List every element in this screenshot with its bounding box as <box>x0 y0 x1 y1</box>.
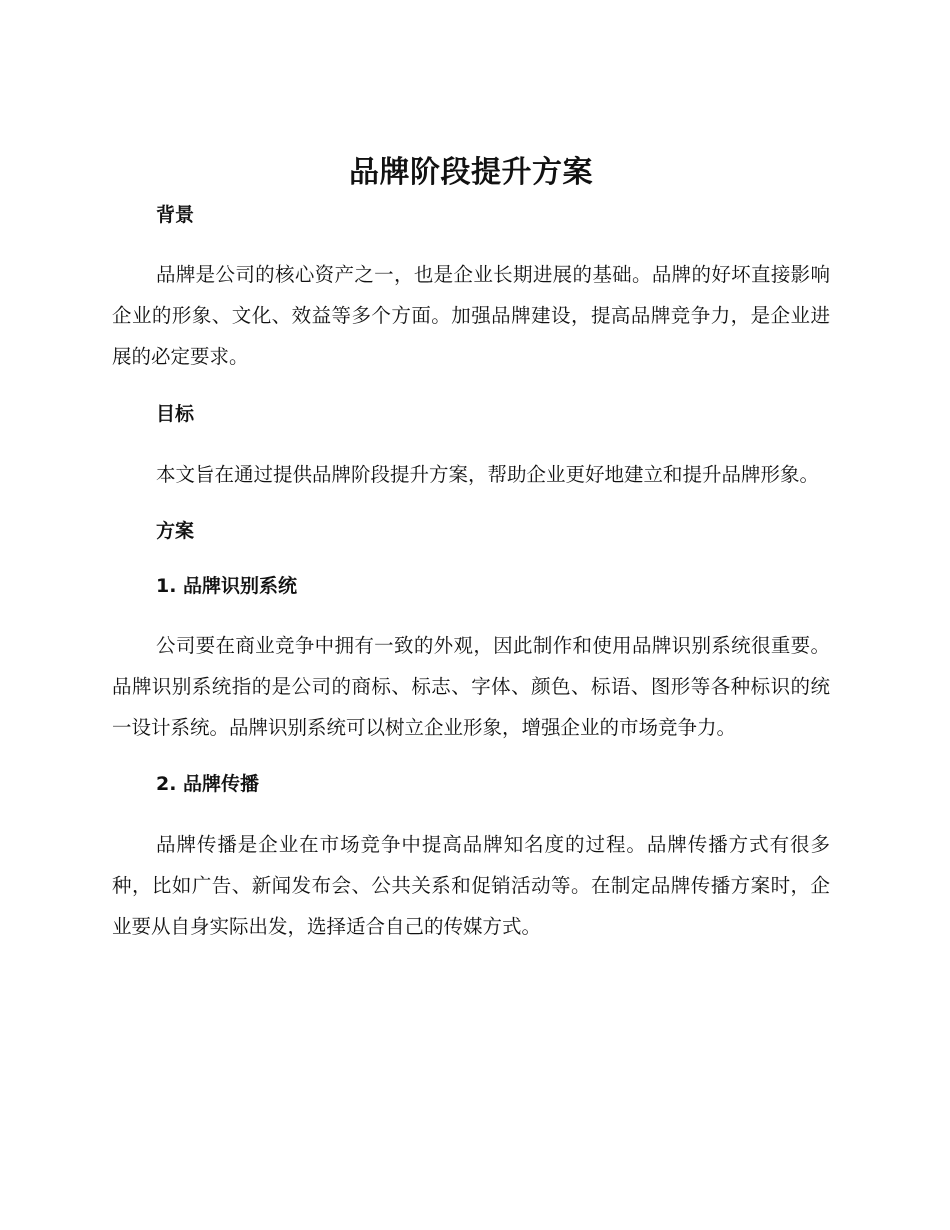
section-heading-goal: 目标 <box>156 403 195 425</box>
paragraph-brand-identity: 公司要在商业竞争中拥有一致的外观，因此制作和使用品牌识别系统很重要。品牌识别系统指的是公司的商标、标志、字体、颜色、标语、图形等各种标识的统一设计系统。品牌识别系统可以树立企业形象，增强企业的市场竞争力。 <box>112 634 830 739</box>
paragraph-background: 品牌是公司的核心资产之一，也是企业长期进展的基础。品牌的好坏直接影响企业的形象、文化、效益等多个方面。加强品牌建设，提高品牌竞争力，是企业进展的必定要求。 <box>112 263 830 368</box>
section-heading-background: 背景 <box>156 204 195 226</box>
subsection-heading-brand-communication: 2. 品牌传播 <box>156 773 260 795</box>
subsection-heading-brand-identity: 1. 品牌识别系统 <box>156 575 298 597</box>
document-page <box>112 150 830 947</box>
section-heading-plan: 方案 <box>156 520 195 542</box>
paragraph-brand-communication: 品牌传播是企业在市场竞争中提高品牌知名度的过程。品牌传播方式有很多种，比如广告、新闻发布会、公共关系和促销活动等。在制定品牌传播方案时，企业要从自身实际出发，选择适合自己的传媒方式。 <box>112 833 830 938</box>
document-title: 品牌阶段提升方案 <box>349 155 593 190</box>
paragraph-goal: 本文旨在通过提供品牌阶段提升方案，帮助企业更好地建立和提升品牌形象。 <box>156 463 820 486</box>
